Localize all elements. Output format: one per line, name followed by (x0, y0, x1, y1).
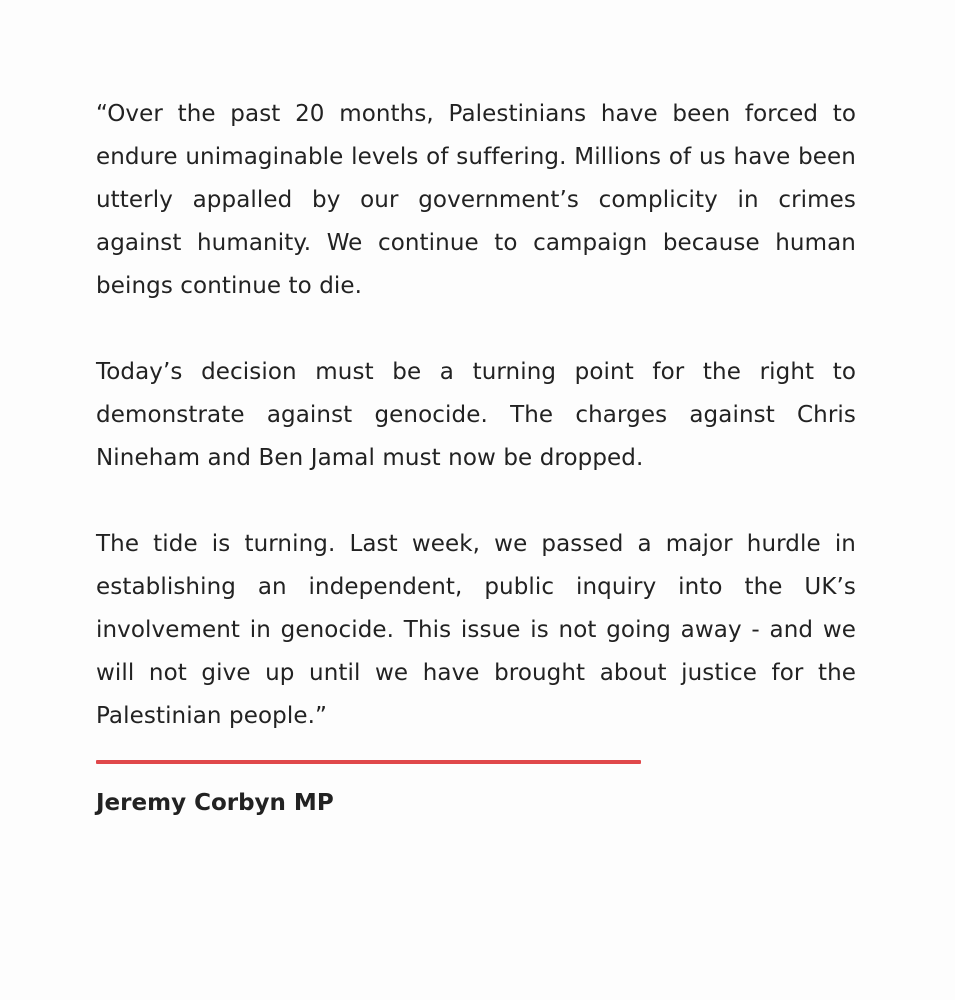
quote-card (96, 93, 856, 818)
quote-paragraph-2: Today’s decision must be a turning point for the right to demonstrate against genocide. The charges against Chris Nineham and Ben Jamal must now be dropped. (96, 359, 856, 471)
quote-paragraph-3: The tide is turning. Last week, we passed a major hurdle in establishing an independent, public inquiry into the UK’s involvement in genocide. This issue is not going away - and we will not give up until we have brought about justice for the Palestinian people.” (96, 531, 856, 729)
accent-divider (96, 760, 641, 764)
quote-paragraph-1: “Over the past 20 months, Palestinians have been forced to endure unimaginable levels of suffering. Millions of us have been utterly appalled by our government’s complicity in crimes against humanity. We continue to campaign because human beings continue to die. (96, 101, 856, 299)
quote-attribution: Jeremy Corbyn MP (96, 790, 334, 816)
